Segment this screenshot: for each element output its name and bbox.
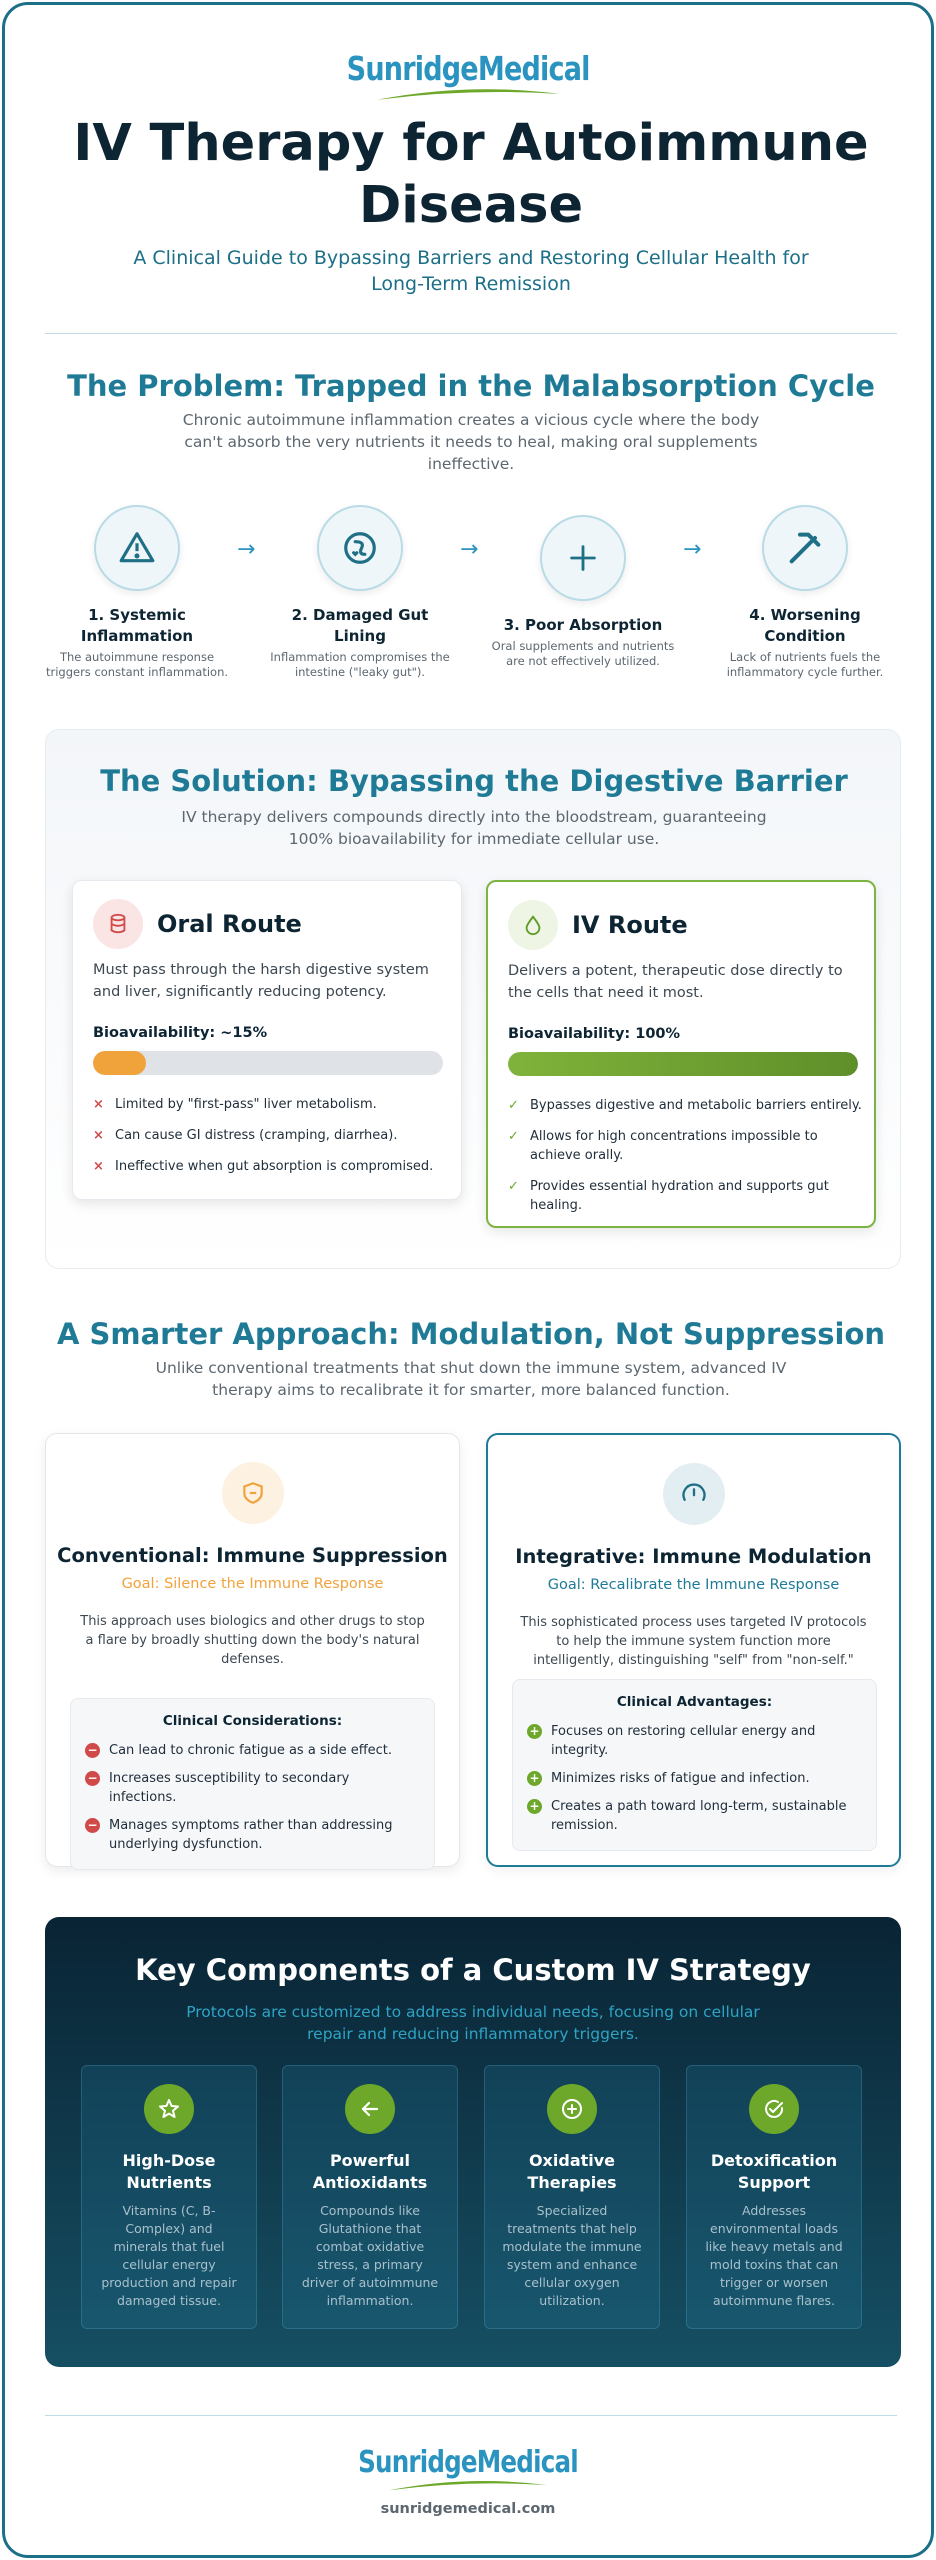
list-item: + Minimizes risks of fatigue and infection. [527, 1769, 862, 1788]
arrow-right-icon: → [460, 537, 479, 562]
step-description: Lack of nutrients fuels the inflammatory cycle further. [726, 650, 884, 679]
step-description: The autoimmune response triggers constant inflammation. [45, 650, 229, 679]
minus-icon: − [85, 1771, 100, 1786]
step-description: Oral supplements and nutrients are not effectively utilized. [491, 639, 675, 668]
minus-icon: − [85, 1743, 100, 1758]
list-item: × Can cause GI distress (cramping, diarrhea). [93, 1128, 398, 1143]
integrative-description: This sophisticated process uses targeted IV protocols to help the immune system function more intelligently, distinguishing "self" from "non-self." [520, 1615, 867, 1668]
oral-route-title: Oral Route [157, 910, 302, 938]
iv-bioavailability-label: Bioavailability: 100% [508, 1026, 681, 1042]
header-logo [5, 49, 931, 102]
check-icon: ✓ [508, 1179, 519, 1194]
star-icon [144, 2084, 194, 2134]
x-icon: × [93, 1159, 104, 1174]
arrow-left-icon [345, 2084, 395, 2134]
oral-bioavailability-bar [93, 1051, 443, 1075]
solution-panel [45, 729, 901, 1269]
clinical-considerations-box: Clinical Considerations: − Can lead to chronic fatigue as a side effect. − Increases susceptibility to secondary infections. − Manages symptoms rather than addressing underlying dysfunction. [70, 1698, 435, 1870]
footer-logo [5, 2445, 931, 2492]
logo-swoosh-icon [378, 2480, 558, 2492]
database-icon [93, 899, 143, 949]
iv-route-description: Delivers a potent, therapeutic dose directly to the cells that need it most. [508, 963, 843, 1001]
page-title: IV Therapy for Autoimmune Disease [73, 114, 869, 235]
iv-bioavailability-bar [508, 1052, 858, 1076]
step-title: 4. Worsening Condition [749, 606, 861, 645]
list-item: × Limited by "first-pass" liver metabolism. [93, 1097, 377, 1112]
warning-icon [94, 505, 180, 591]
check-icon: ✓ [508, 1098, 519, 1113]
plus-circle-icon [547, 2084, 597, 2134]
approach-title: A Smarter Approach: Modulation, Not Suppression [56, 1317, 886, 1351]
problem-step-2 [265, 505, 455, 680]
footer-divider [45, 2415, 897, 2416]
minus-icon: − [85, 1818, 100, 1833]
oral-bioavailability-fill [93, 1051, 146, 1075]
list-item: − Manages symptoms rather than addressing underlying dysfunction. [85, 1816, 420, 1854]
step-description: Inflammation compromises the intestine ("leaky gut"). [270, 650, 450, 679]
conventional-goal: Goal: Silence the Immune Response [121, 1576, 384, 1592]
arrow-right-icon: → [237, 537, 256, 562]
problem-step-4 [710, 505, 900, 680]
integrative-card [486, 1433, 901, 1867]
integrative-goal: Goal: Recalibrate the Immune Response [547, 1577, 840, 1593]
problem-title: The Problem: Trapped in the Malabsorption Cycle [67, 369, 875, 403]
x-icon: × [93, 1128, 104, 1143]
components-description: Protocols are customized to address individual needs, focusing on cellular repair and reducing inflammatory triggers. [186, 2003, 760, 2043]
components-title: Key Components of a Custom IV Strategy [135, 1953, 811, 1987]
conventional-card [45, 1433, 460, 1867]
oral-route-card [72, 880, 462, 1200]
oral-route-description: Must pass through the harsh digestive system and liver, significantly reducing potency. [93, 962, 429, 1000]
logo-swoosh-icon [368, 88, 568, 102]
plus-icon: + [527, 1771, 542, 1786]
iv-route-points [508, 1096, 863, 1227]
infographic-frame [2, 2, 934, 2558]
integrative-title: Integrative: Immune Modulation [515, 1545, 872, 1568]
approach-description: Unlike conventional treatments that shut down the immune system, advanced IV therapy aims to recalibrate it for smarter, more balanced function. [155, 1359, 787, 1399]
plus-icon: + [527, 1799, 542, 1814]
header-divider [45, 333, 897, 334]
conventional-title: Conventional: Immune Suppression [57, 1544, 448, 1567]
list-item: ✓ Provides essential hydration and supports gut healing. [508, 1179, 829, 1213]
logo-wordmark: SunridgeMedical [358, 2445, 578, 2480]
list-item: ✓ Allows for high concentrations impossible to achieve orally. [508, 1129, 818, 1163]
problem-step-1 [42, 505, 232, 680]
gauge-icon [663, 1463, 725, 1525]
check-icon: ✓ [508, 1129, 519, 1144]
solution-description: IV therapy delivers compounds directly into the bloodstream, guaranteeing 100% bioavailability for immediate cellular use. [181, 808, 767, 848]
plus-icon [540, 515, 626, 601]
list-item: ✓ Bypasses digestive and metabolic barriers entirely. [508, 1098, 862, 1113]
gut-icon [317, 505, 403, 591]
logo-wordmark: SunridgeMedical [346, 49, 590, 88]
iv-bioavailability-fill [508, 1052, 858, 1076]
iv-route-title: IV Route [572, 911, 688, 939]
iv-route-card [486, 880, 876, 1228]
step-title: 3. Poor Absorption [503, 616, 663, 634]
list-item: − Increases susceptibility to secondary infections. [85, 1769, 420, 1807]
component-card-detox: Detoxification Support Addresses environmental loads like heavy metals and mold toxins that can trigger or worsen autoimmune flares. [686, 2065, 862, 2329]
solution-title: The Solution: Bypassing the Digestive Barrier [100, 764, 848, 798]
trend-icon [762, 505, 848, 591]
step-title: 2. Damaged Gut Lining [291, 606, 429, 645]
component-card-oxidative: Oxidative Therapies Specialized treatments that help modulate the immune system and enhance cellular oxygen utilization. [484, 2065, 660, 2329]
list-item: + Focuses on restoring cellular energy and integrity. [527, 1722, 862, 1760]
problem-step-3 [488, 515, 678, 669]
footer-website-link[interactable]: sunridgemedical.com [380, 2501, 556, 2517]
arrow-right-icon: → [683, 537, 702, 562]
check-circle-icon [749, 2084, 799, 2134]
clinical-advantages-box: Clinical Advantages: + Focuses on restoring cellular energy and integrity. + Minimizes risks of fatigue and infection. + Creates a path toward long-term, sustainable remission. [512, 1679, 877, 1851]
oral-bioavailability-label: Bioavailability: ~15% [93, 1025, 268, 1041]
page-subtitle: A Clinical Guide to Bypassing Barriers and Restoring Cellular Health for Long-Term Remission [133, 247, 809, 295]
step-title: 1. Systemic Inflammation [80, 606, 194, 645]
list-item: + Creates a path toward long-term, sustainable remission. [527, 1797, 862, 1835]
plus-icon: + [527, 1724, 542, 1739]
shield-icon [222, 1462, 284, 1524]
list-item: − Can lead to chronic fatigue as a side effect. [85, 1741, 420, 1760]
list-item: × Ineffective when gut absorption is compromised. [93, 1159, 434, 1174]
problem-description: Chronic autoimmune inflammation creates a vicious cycle where the body can't absorb the very nutrients it needs to heal, making oral supplements ineffective. [182, 411, 760, 473]
component-card-antioxidants: Powerful Antioxidants Compounds like Glutathione that combat oxidative stress, a primary driver of autoimmune inflammation. [282, 2065, 458, 2329]
conventional-description: This approach uses biologics and other drugs to stop a flare by broadly shutting down the body's natural defenses. [80, 1614, 425, 1667]
x-icon: × [93, 1097, 104, 1112]
oral-route-points [93, 1095, 448, 1188]
component-card-nutrients: High-Dose Nutrients Vitamins (C, B-Complex) and minerals that fuel cellular energy production and repair damaged tissue. [81, 2065, 257, 2329]
droplet-icon [508, 900, 558, 950]
components-panel [45, 1917, 901, 2367]
